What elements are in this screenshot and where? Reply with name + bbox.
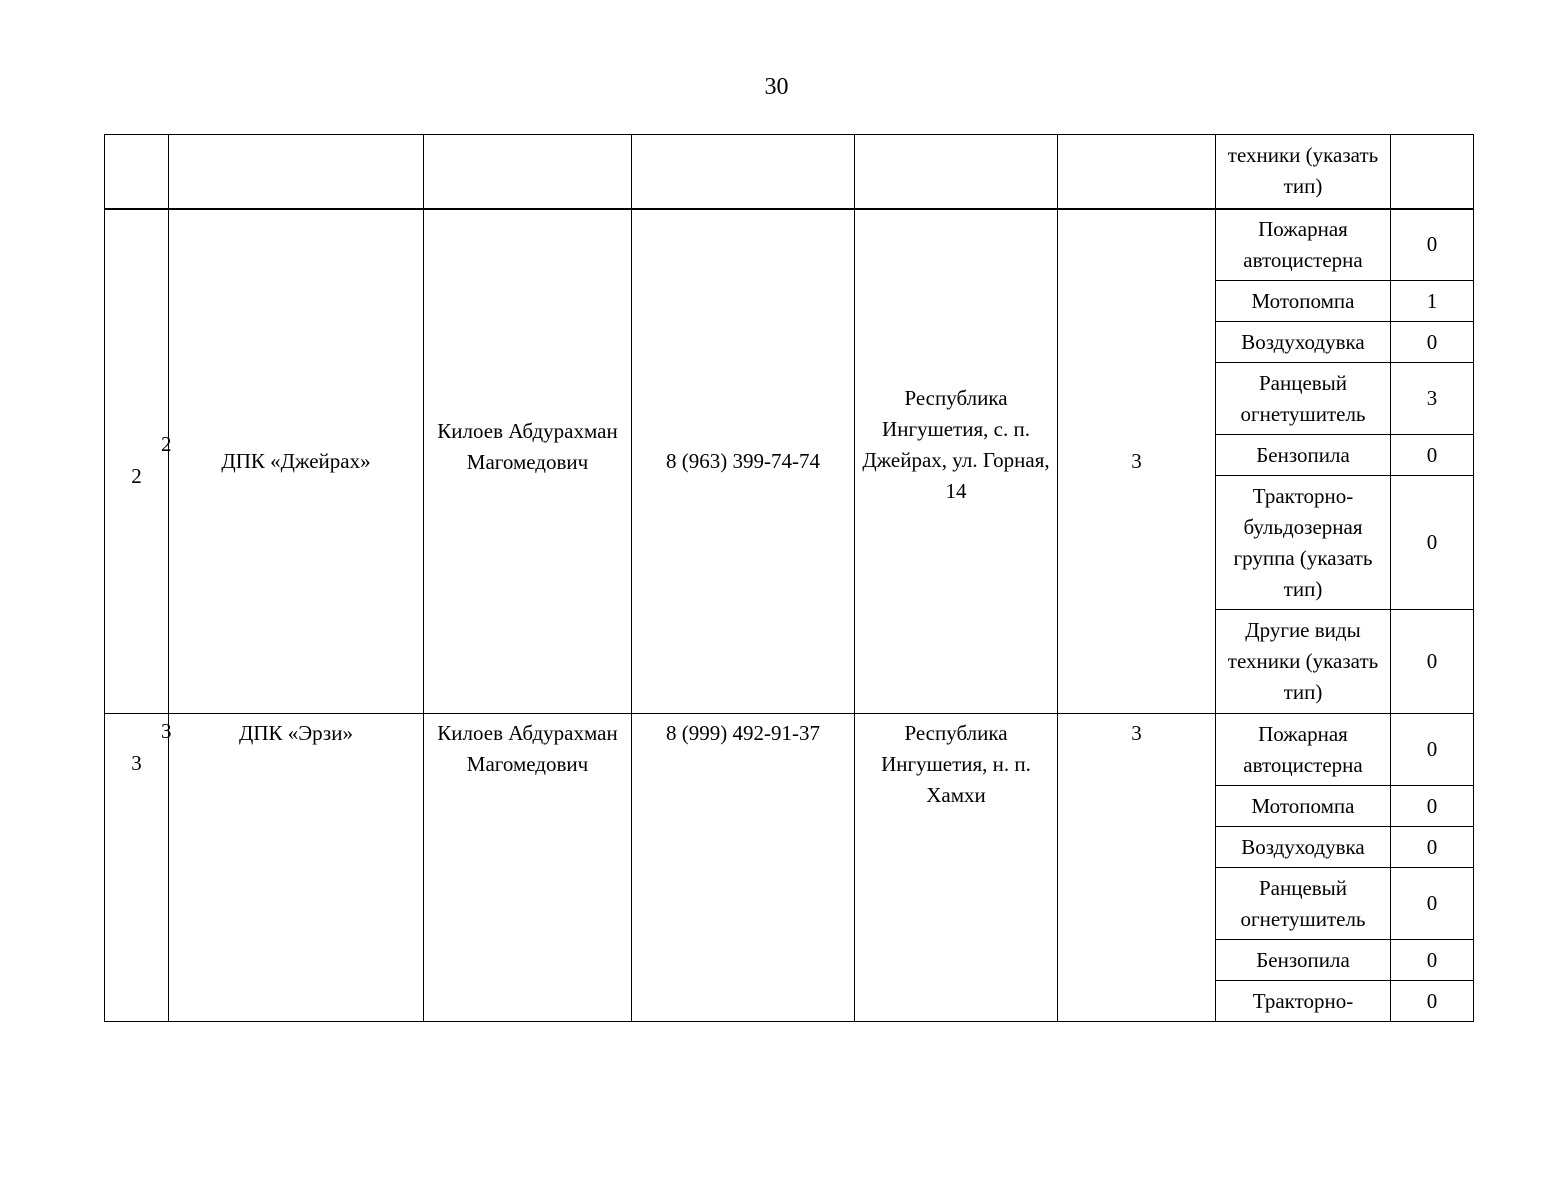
brigade-name-cell: ДПК «Эрзи»: [169, 714, 424, 1022]
equipment-count-cell: 1: [1391, 281, 1474, 322]
equipment-type-cell: Другие виды техники (указать тип): [1216, 610, 1391, 714]
equipment-count-cell: 3: [1391, 363, 1474, 435]
equipment-count-cell: 0: [1391, 868, 1474, 940]
equipment-type-cell: Ранцевый огнетушитель: [1216, 363, 1391, 435]
equipment-count-cell: 0: [1391, 610, 1474, 714]
equipment-count-cell: 0: [1391, 940, 1474, 981]
phone-cell: 8 (999) 492-91-37: [632, 714, 855, 1022]
fire-brigades-table: [104, 134, 1474, 1022]
page-number: 30: [764, 74, 789, 100]
equipment-type-cell: техники (указать тип): [1216, 135, 1391, 209]
equipment-type-cell: Бензопила: [1216, 940, 1391, 981]
phone-cell: 8 (963) 399-74-74: [632, 209, 855, 714]
cell-empty: [632, 135, 855, 209]
continuation-row: [105, 135, 1474, 209]
cell-empty: [1391, 135, 1474, 209]
fire-brigades-table-wrapper: [104, 134, 1474, 1022]
table-row: [105, 209, 1474, 281]
row-number-cell: 2: [105, 209, 169, 714]
equipment-type-cell: Бензопила: [1216, 435, 1391, 476]
equipment-count-cell: 0: [1391, 827, 1474, 868]
cell-empty: [1058, 135, 1216, 209]
overlay-row-number: 2: [161, 432, 172, 456]
cell-empty: [105, 135, 169, 209]
cell-empty: [169, 135, 424, 209]
equipment-type-cell: Воздуходувка: [1216, 322, 1391, 363]
equipment-count-cell: 0: [1391, 981, 1474, 1022]
equipment-type-cell: Ранцевый огнетушитель: [1216, 868, 1391, 940]
equipment-count-cell: 0: [1391, 435, 1474, 476]
row-number-cell: 3: [105, 714, 169, 1022]
cell-empty: [424, 135, 632, 209]
head-name-cell: Килоев Абдурахман Магомедович: [424, 714, 632, 1022]
equipment-type-cell: Мотопомпа: [1216, 786, 1391, 827]
equipment-type-cell: Тракторно-: [1216, 981, 1391, 1022]
equipment-count-cell: 0: [1391, 322, 1474, 363]
overlay-row-number: 3: [161, 719, 172, 743]
address-cell: Республика Ингушетия, с. п. Джейрах, ул. Горная, 14: [855, 209, 1058, 714]
address-cell: Республика Ингушетия, н. п. Хамхи: [855, 714, 1058, 1022]
equipment-type-cell: Мотопомпа: [1216, 281, 1391, 322]
cell-empty: [855, 135, 1058, 209]
equipment-count-cell: 0: [1391, 714, 1474, 786]
brigade-name-cell: ДПК «Джейрах»: [169, 209, 424, 714]
equipment-count-cell: 0: [1391, 209, 1474, 281]
equipment-type-cell: Пожарная автоцистерна: [1216, 209, 1391, 281]
head-name-cell: Килоев Абдурахман Магомедович: [424, 209, 632, 714]
equipment-count-cell: 0: [1391, 476, 1474, 610]
equipment-type-cell: Тракторно-бульдозерная группа (указать тип): [1216, 476, 1391, 610]
staff-count-cell: 3: [1058, 714, 1216, 1022]
equipment-type-cell: Пожарная автоцистерна: [1216, 714, 1391, 786]
staff-count-cell: 3: [1058, 209, 1216, 714]
equipment-type-cell: Воздуходувка: [1216, 827, 1391, 868]
equipment-count-cell: 0: [1391, 786, 1474, 827]
table-row: [105, 714, 1474, 786]
